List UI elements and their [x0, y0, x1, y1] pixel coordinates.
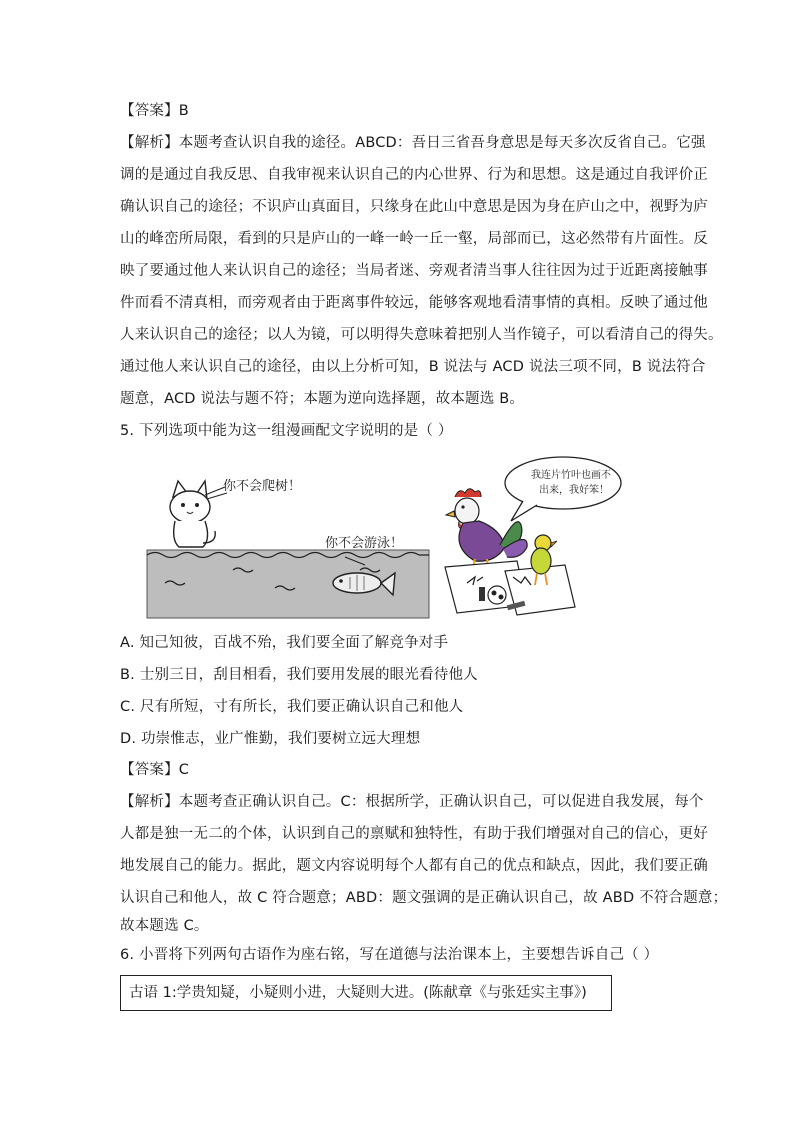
- q5-analysis-line: 【解析】本题考查正确认识自己。C：根据所学，正确认识自己，可以促进自我发展，每个: [120, 794, 704, 810]
- cartoon-illustration: [145, 455, 675, 625]
- q4-analysis-line: 件而看不清真相，而旁观者由于距离事件较远，能够客观地看清事情的真相。反映了通过他: [120, 295, 708, 311]
- q4-answer: 【答案】B: [120, 103, 189, 119]
- q5-analysis-line: 人都是独一无二的个体，认识到自己的禀赋和独特性，有助于我们增强对自己的信心，更好: [120, 826, 708, 842]
- q6-quote-1: 古语 1:学贵知疑，小疑则小进，大疑则大进。(陈献章《与张廷实主事》): [129, 985, 587, 1001]
- cat-speech: 你不会爬树！: [223, 479, 302, 494]
- q4-analysis-line: 【解析】本题考查认识自我的途径。ABCD：吾日三省吾身意思是每天多次反省自己。它强: [120, 135, 706, 151]
- cat-figure: [170, 481, 215, 547]
- q4-analysis-line: 确认识自己的途径；不识庐山真面目，只缘身在此山中意思是因为身在庐山之中，视野为庐: [120, 199, 708, 215]
- q4-analysis-line: 调的是通过自我反思、自我审视来认识自己的内心世界、行为和思想。这是通过自我评价正: [120, 167, 708, 183]
- q4-analysis-line: 通过他人来认识自己的途径，由以上分析可知，B 说法与 ACD 说法三项不同，B 说法符合: [120, 359, 706, 375]
- q5-analysis-line: 认识自己和他人，故 C 符合题意；ABD：题文强调的是正确认识自己，故 ABD 不符合题意；: [120, 890, 728, 906]
- q5-analysis-line: 地发展自己的能力。据此，题文内容说明每个人都有自己的优点和缺点，因此，我们要正确: [120, 858, 708, 874]
- q5-option-b: B. 士别三日，刮目相看，我们要用发展的眼光看待他人: [120, 667, 478, 683]
- rooster-speech-line1: 我连片竹叶也画不: [531, 470, 611, 481]
- q5-option-a: A. 知己知彼，百战不殆，我们要全面了解竞争对手: [120, 635, 449, 651]
- q4-analysis-line: 映了要通过他人来认识自己的途径；当局者迷、旁观者清当事人往往因为过于近距离接触事: [120, 263, 708, 279]
- drawing-papers: [445, 561, 575, 615]
- q5-option-d: D. 功崇惟志，业广惟勤，我们要树立远大理想: [120, 731, 421, 747]
- rooster-speech-line2: 出来，我好笨！: [539, 485, 609, 496]
- q4-analysis-line: 人来认识自己的途径；以人为镜，可以明得失意味着把别人当作镜子，可以看清自己的得失。: [120, 327, 723, 343]
- fish-speech: 你不会游泳！: [325, 536, 404, 551]
- rooster-speech-bubble: [505, 457, 621, 521]
- q6-stem: 6. 小晋将下列两句古语作为座右铭，写在道德与法治课本上，主要想告诉自己（ ）: [120, 947, 659, 963]
- q4-analysis-line: 山的峰峦所局限，看到的只是庐山的一峰一岭一丘一壑，局部而已，这必然带有片面性。反: [120, 231, 708, 247]
- q5-stem: 5. 下列选项中能为这一组漫画配文字说明的是（ ）: [120, 423, 453, 439]
- q5-answer: 【答案】C: [120, 762, 190, 778]
- q5-option-c: C. 尺有所短，寸有所长，我们要正确认识自己和他人: [120, 699, 464, 715]
- q6-quote-box: [120, 975, 612, 1011]
- q5-analysis-line: 故本题选 C。: [120, 918, 209, 934]
- q4-analysis-line: 题意，ACD 说法与题不符；本题为逆向选择题，故本题选 B。: [120, 391, 525, 407]
